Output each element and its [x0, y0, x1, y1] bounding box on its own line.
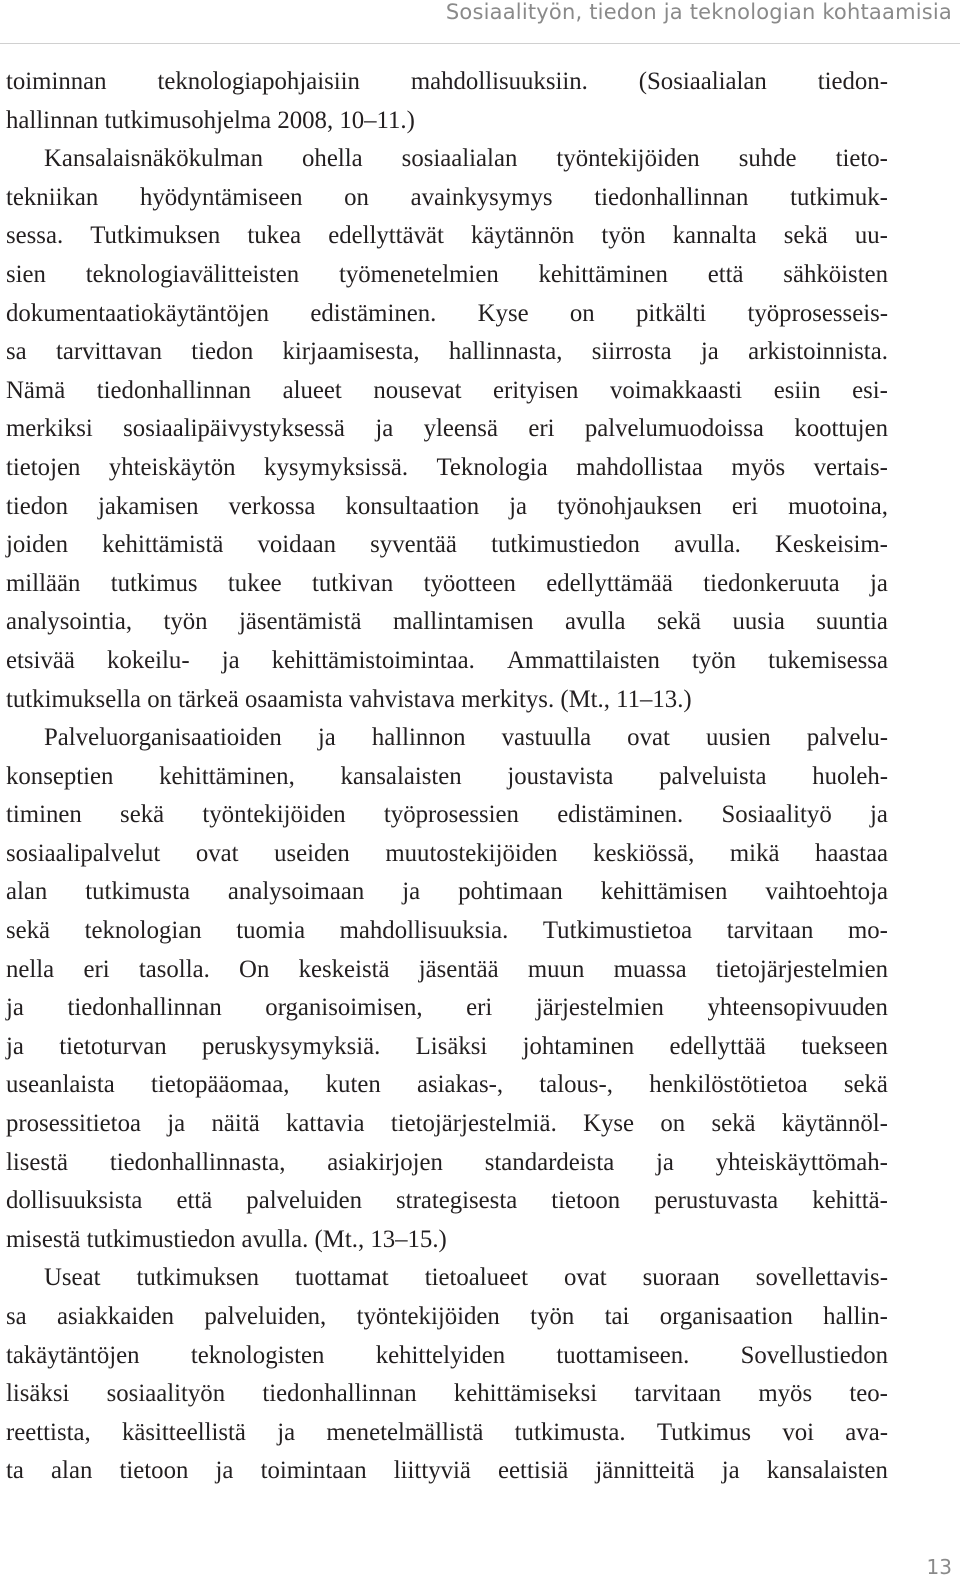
text-line: Nämä tiedonhallinnan alueet nousevat erityisen voimakkaasti esiin esi- [6, 376, 888, 404]
text-line: analysointia, työn jäsentämistä mallintamisen avulla sekä uusia suuntia [6, 608, 888, 636]
text-line: millään tutkimus tukee tutkivan työotteen edellyttämää tiedonkeruuta ja [6, 569, 888, 597]
text-line: useanlaista tietopääomaa, kuten asiakas-, talous-, henkilöstötietoa sekä [6, 1071, 888, 1099]
running-header: Sosiaalityön, tiedon ja teknologian kohtaamisia [445, 0, 952, 24]
text-line: sosiaalipalvelut ovat useiden muutostekijöiden keskiössä, mikä haastaa [6, 839, 888, 867]
text-line: dollisuuksista että palveluiden strategisesta tietoon perustuvasta kehittä- [6, 1187, 888, 1215]
text-line: sekä teknologian tuomia mahdollisuuksia. Tutkimustietoa tarvitaan mo- [6, 917, 888, 945]
text-line: joiden kehittämistä voidaan syventää tutkimustiedon avulla. Keskeisim- [6, 531, 888, 559]
text-line: ja tiedonhallinnan organisoimisen, eri järjestelmien yhteensopivuuden [6, 994, 888, 1022]
text-line: nella eri tasolla. On keskeistä jäsentää muun muassa tietojärjestelmien [6, 955, 888, 983]
text-line: Palveluorganisaatioiden ja hallinnon vastuulla ovat uusien palvelu- [44, 724, 888, 752]
header-divider [0, 43, 960, 44]
text-line: takäytäntöjen teknologisten kehittelyiden tuottamiseen. Sovellustiedon [6, 1341, 888, 1369]
text-line-content: tutkimuksella on tärkeä osaamista vahvistava merkitys. (Mt., 11–13.) [6, 685, 692, 713]
text-line: alan tutkimusta analysoimaan ja pohtimaan kehittämisen vaihtoehtoja [6, 878, 888, 906]
text-line: Useat tutkimuksen tuottamat tietoalueet ovat suoraan sovellettavis- [44, 1264, 888, 1292]
text-line: Kansalaisnäkökulman ohella sosiaalialan työntekijöiden suhde tieto- [44, 145, 888, 173]
text-line: sien teknologiavälitteisten työmenetelmien kehittäminen että sähköisten [6, 260, 888, 288]
text-line [6, 1221, 888, 1260]
text-line: sa tarvittavan tiedon kirjaamisesta, hallinnasta, siirrosta ja arkistoinnista. [6, 338, 888, 366]
text-line: sa asiakkaiden palveluiden, työntekijöiden työn tai organisaation hallin- [6, 1303, 888, 1330]
text-line: lisestä tiedonhallinnasta, asiakirjojen standardeista ja yhteiskäyttömah- [6, 1148, 888, 1176]
text-line: tiedon jakamisen verkossa konsultaation ja työnohjauksen eri muotoina, [6, 492, 888, 520]
text-line: tietojen yhteiskäytön kysymyksissä. Teknologia mahdollistaa myös vertais- [6, 453, 888, 481]
text-line: dokumentaatiokäytäntöjen edistäminen. Kyse on pitkälti työprosesseis- [6, 299, 888, 327]
text-line: timinen sekä työntekijöiden työprosessien edistäminen. Sosiaalityö ja [6, 801, 888, 829]
text-line: tekniikan hyödyntämiseen on avainkysymys tiedonhallinnan tutkimuk- [6, 183, 888, 211]
text-line-content: misestä tutkimustiedon avulla. (Mt., 13–15.) [6, 1225, 447, 1253]
text-line: ja tietoturvan peruskysymyksiä. Lisäksi johtaminen edellyttää tuekseen [6, 1032, 888, 1060]
page-number: 13 [926, 1555, 952, 1579]
text-line: prosessitietoa ja näitä kattavia tietojärjestelmiä. Kyse on sekä käytännöl- [6, 1110, 888, 1138]
text-line: konseptien kehittäminen, kansalaisten joustavista palveluista huoleh- [6, 762, 888, 790]
body-text [6, 63, 888, 1491]
text-line: lisäksi sosiaalityön tiedonhallinnan kehittämiseksi tarvitaan myös teo- [6, 1380, 888, 1408]
text-line: ta alan tietoon ja toimintaan liittyviä eettisiä jännitteitä ja kansalaisten [6, 1457, 888, 1485]
text-line-content: hallinnan tutkimusohjelma 2008, 10–11.) [6, 106, 415, 134]
text-line: etsivää kokeilu- ja kehittämistoimintaa. Ammattilaisten työn tukemisessa [6, 646, 888, 674]
text-line: merkiksi sosiaalipäivystyksessä ja yleensä eri palvelumuodoissa koottujen [6, 415, 888, 443]
text-line [6, 681, 888, 720]
text-line [6, 102, 888, 141]
text-line: sessa. Tutkimuksen tukea edellyttävät käytännön työn kannalta sekä uu- [6, 222, 888, 250]
text-line: toiminnan teknologiapohjaisiin mahdollisuuksiin. (Sosiaalialan tiedon- [6, 68, 888, 95]
text-line: reettista, käsitteellistä ja menetelmällistä tutkimusta. Tutkimus voi ava- [6, 1418, 888, 1446]
